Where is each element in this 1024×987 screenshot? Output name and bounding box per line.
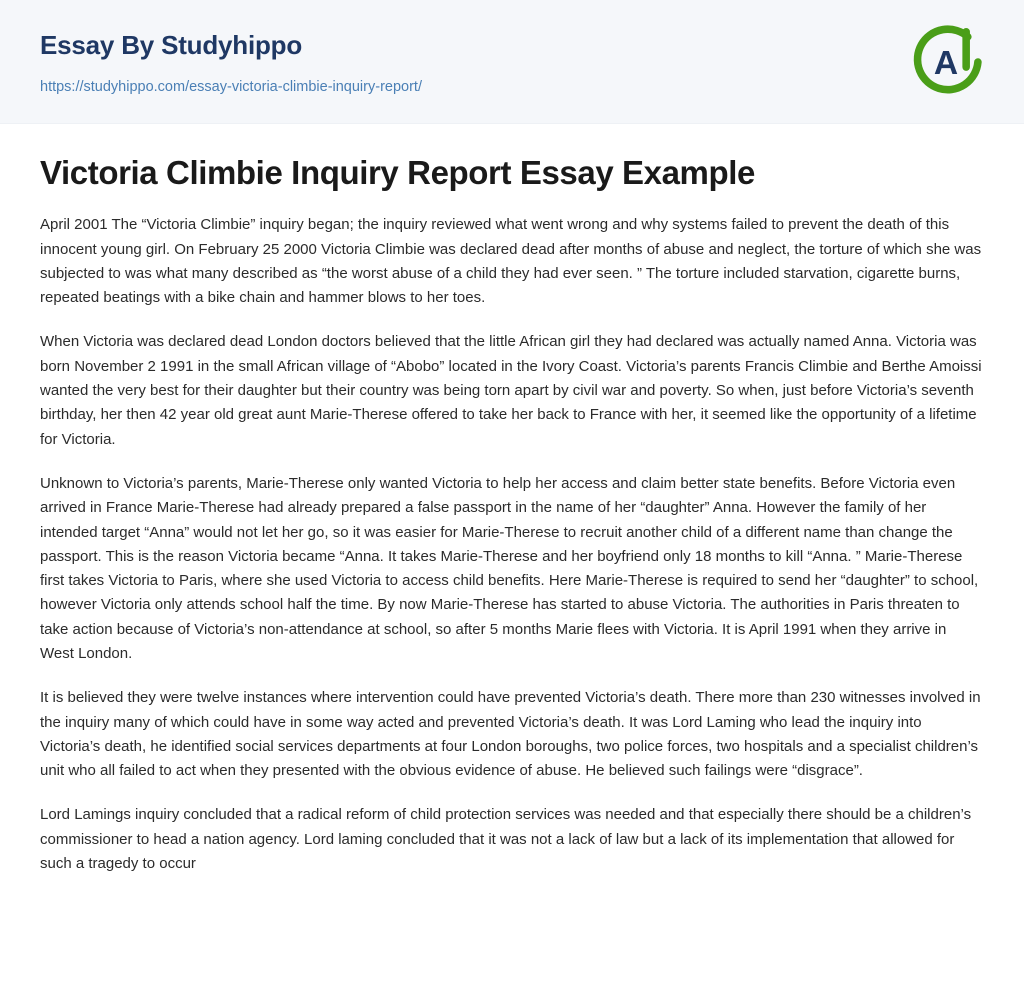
svg-text:A: A bbox=[933, 44, 959, 82]
site-url-link[interactable]: https://studyhippo.com/essay-victoria-climbie-inquiry-report/ bbox=[40, 79, 422, 96]
article-paragraph: April 2001 The “Victoria Climbie” inquiry began; the inquiry reviewed what went wrong and why systems failed to prevent the death of this innocent young girl. On February 25 2000 Victoria Climbie was declared dead after months of abuse and neglect, the torture of which she was subjected to was what many described as “the worst abuse of a child they had ever seen. ” The torture included starvation, cigarette burns, repeated beatings with a bike chain and hammer blows to her toes. bbox=[40, 216, 982, 307]
article-paragraph: When Victoria was declared dead London doctors believed that the little African girl they had declared was actually named Anna. Victoria was born November 2 1991 in the small African village of “Abobo” located in the Ivory Coast. Victoria’s parents Francis Climbie and Berthe Amoissi wanted the very best for their daughter but their country was being torn apart by civil war and poverty. So when, just before Victoria’s seventh birthday, her then 42 year old great aunt Marie-Therese offered to take her back to France with her, it seemed like the opportunity of a lifetime for Victoria. bbox=[40, 333, 982, 448]
site-brand-label: Essay By Studyhippo bbox=[40, 30, 303, 60]
site-header bbox=[0, 0, 1024, 124]
article-content bbox=[0, 124, 1024, 916]
article-paragraph: Lord Lamings inquiry concluded that a radical reform of child protection services was needed and that especially there should be a children’s commissioner to head a nation agency. Lord laming concluded that it was not a lack of law but a lack of its implementation that allowed for such a tragedy to occur bbox=[40, 806, 972, 873]
article-paragraph: Unknown to Victoria’s parents, Marie-Therese only wanted Victoria to help her access and claim better state benefits. Before Victoria even arrived in France Marie-Therese had already prepared a false passport in the name of her “daughter” Anna. However the family of her intended target “Anna” would not let her go, so it was easier for Marie-Therese to recruit another child of a different name than change the passport. This is the reason Victoria became “Anna. It takes Marie-Therese and her boyfriend only 18 months to kill “Anna. ” Marie-Therese first takes Victoria to Paris, where she used Victoria to access child benefits. Here Marie-Therese is required to send her “daughter” to school, however Victoria only attends school half the time. By now Marie-Therese has started to abuse Victoria. The authorities in Paris threaten to take action because of Victoria’s non-attendance at school, so after 5 months Marie flees with Victoria. It is April 1991 when they arrive in West London. bbox=[40, 474, 979, 662]
page-title: Victoria Climbie Inquiry Report Essay Example bbox=[40, 154, 755, 191]
studyhippo-logo-icon bbox=[904, 20, 988, 104]
site-brand-title bbox=[40, 30, 984, 61]
article-paragraph: It is believed they were twelve instances where intervention could have prevented Victoria’s death. There more than 230 witnesses involved in the inquiry many of which could have in some way acted and prevented Victoria’s death. It was Lord Laming who lead the inquiry into Victoria’s death, he identified social services departments at four London boroughs, two police forces, two hospitals and a specialist children’s unit who all failed to act when they presented with the obvious evidence of abuse. He believed such failings were “disgrace”. bbox=[40, 689, 981, 780]
